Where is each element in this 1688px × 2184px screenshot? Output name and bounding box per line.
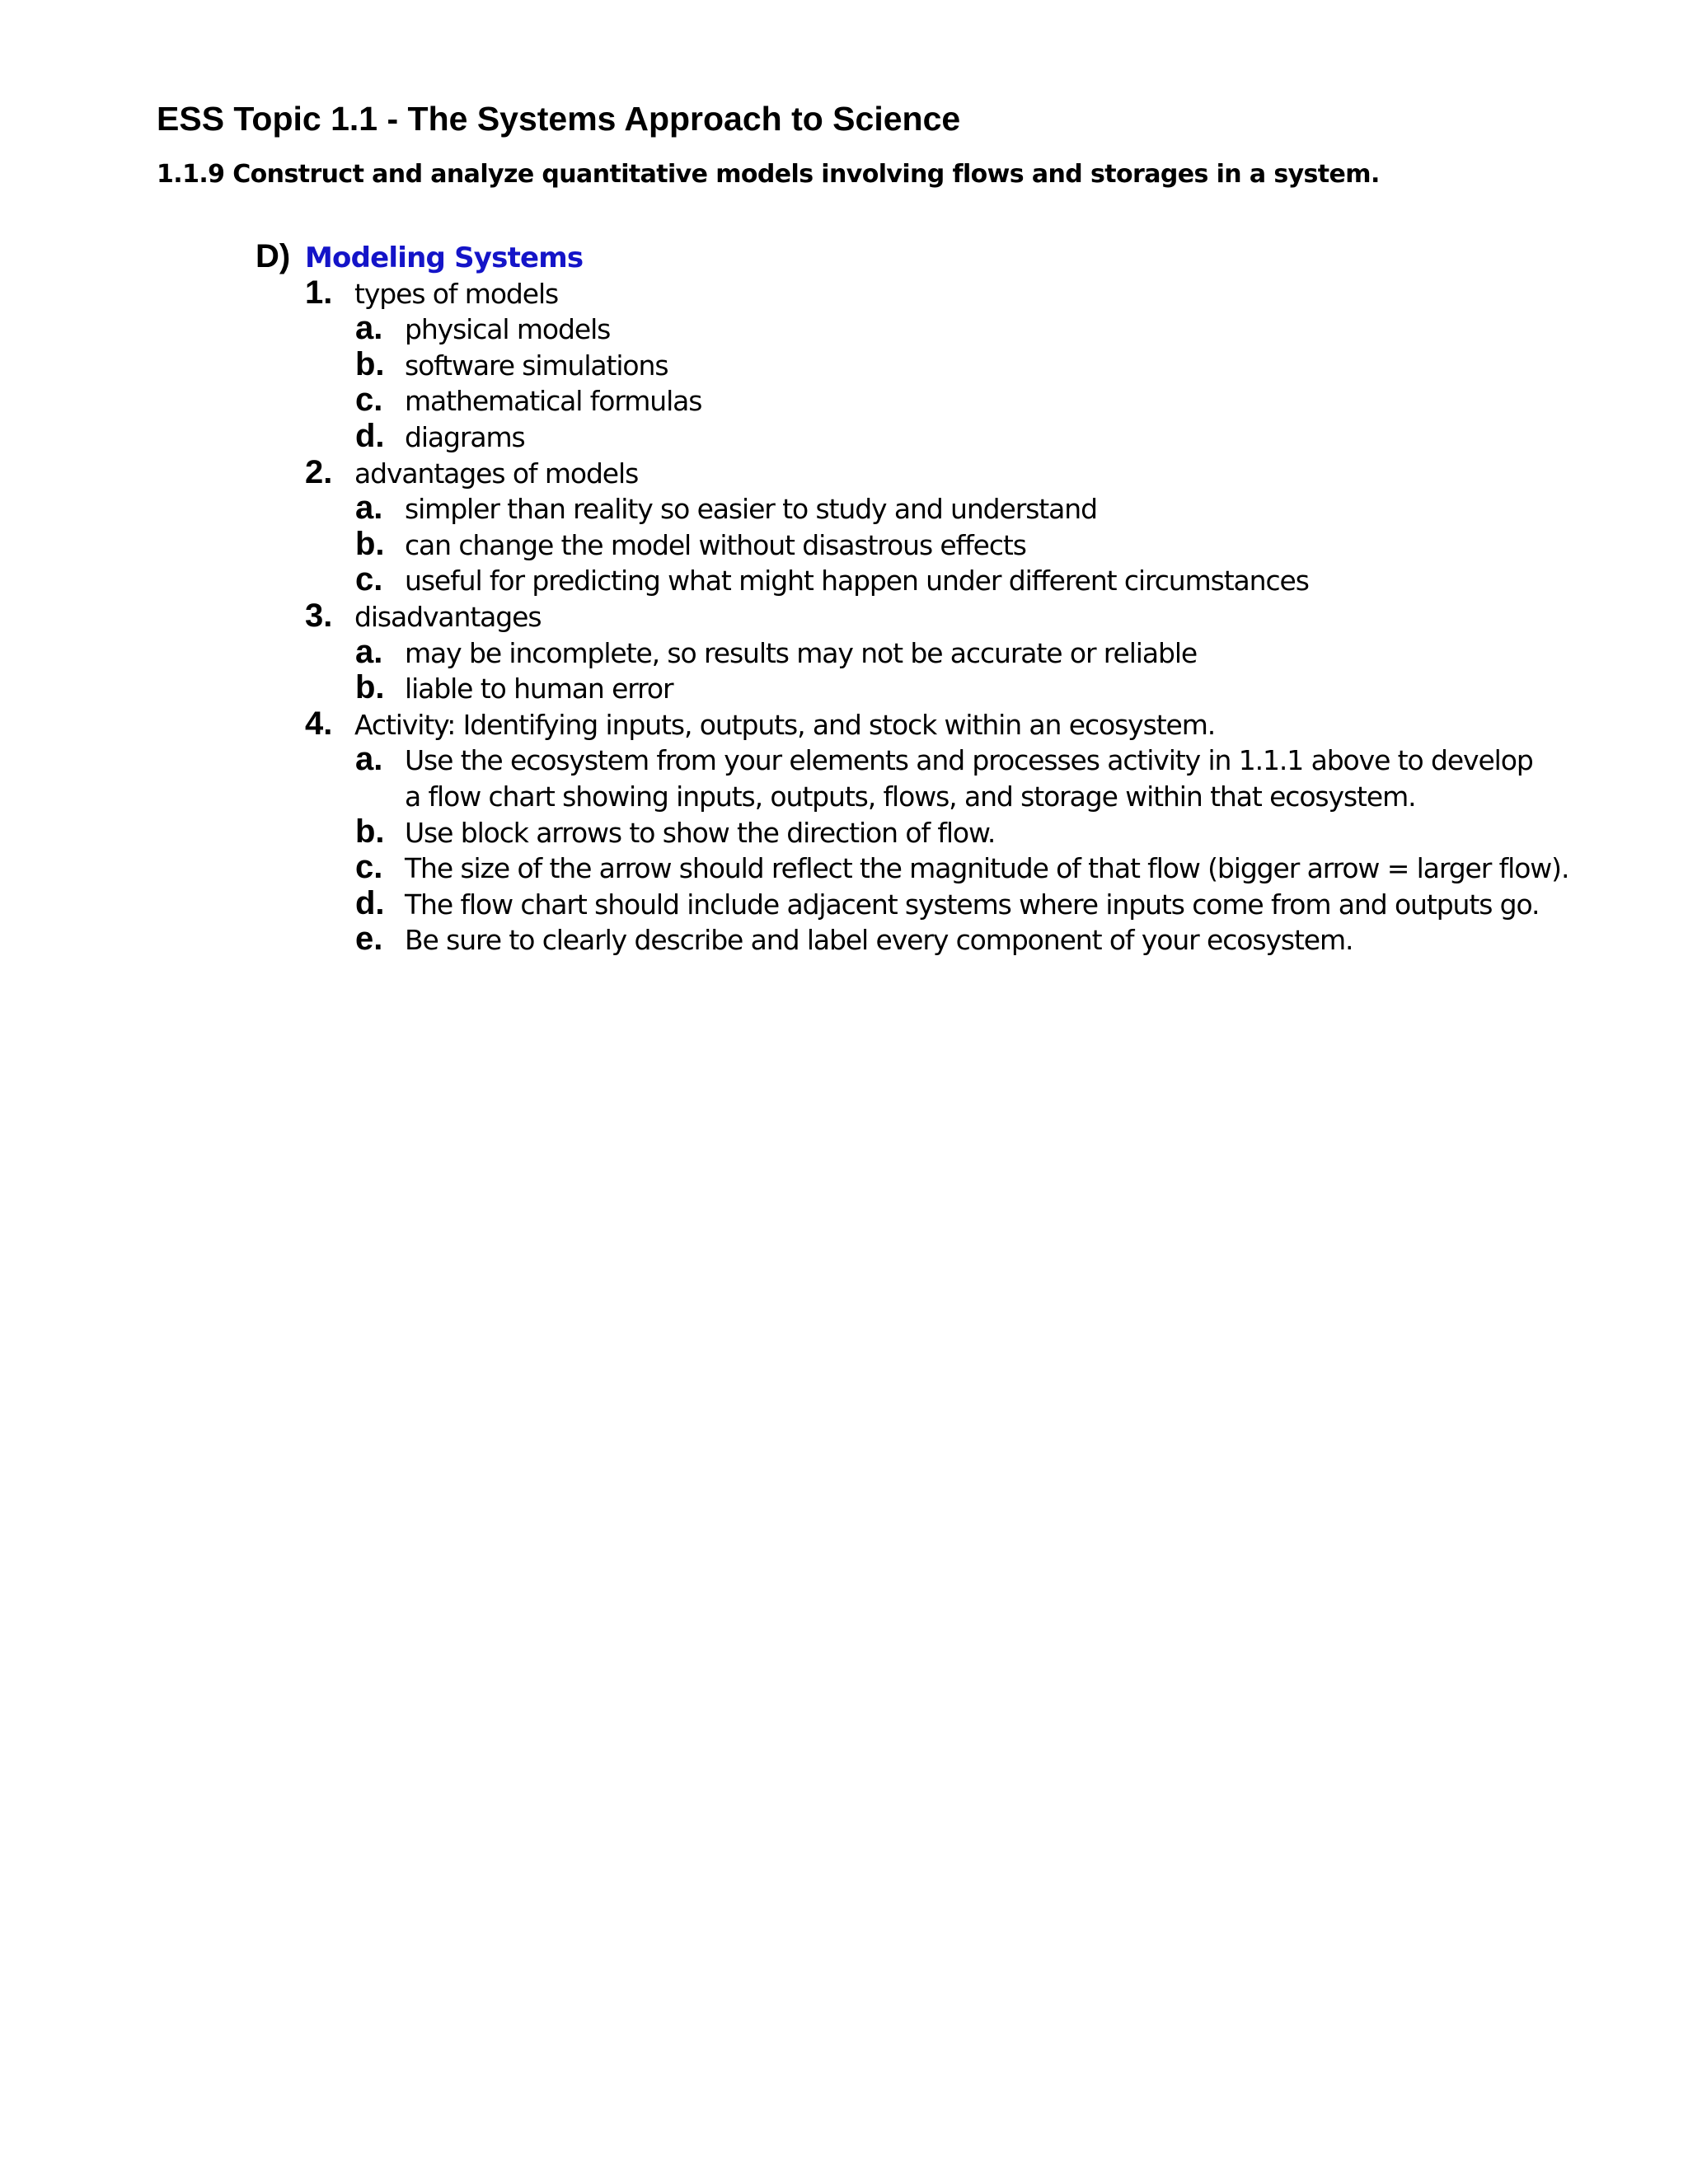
sub-list-item bbox=[256, 527, 1541, 563]
sub-list-item-text: physical models bbox=[405, 313, 611, 346]
sub-list-item-marker: a. bbox=[355, 490, 383, 527]
sub-list-item-text: Use block arrows to show the direction of flow. bbox=[405, 816, 996, 849]
sub-list-item-text: mathematical formulas bbox=[405, 385, 702, 418]
sub-list-item-marker: b. bbox=[355, 669, 385, 706]
sub-list-item bbox=[256, 670, 1541, 706]
outline bbox=[256, 238, 1569, 958]
sub-list-item bbox=[256, 562, 1541, 598]
sub-list-item-marker: a. bbox=[355, 310, 383, 347]
sub-list-item-text: useful for predicting what might happen under different circumstances bbox=[405, 565, 1309, 598]
sub-list-item bbox=[256, 886, 1541, 922]
sub-list-item-text: Be sure to clearly describe and label every component of your ecosystem. bbox=[405, 924, 1353, 957]
sub-list-item-marker: d. bbox=[355, 884, 385, 921]
sub-list-item bbox=[256, 814, 1541, 851]
sub-list-item bbox=[256, 490, 1541, 527]
sub-list-item-marker: c. bbox=[355, 561, 383, 598]
sub-list-item-text: simpler than reality so easier to study and understand bbox=[405, 493, 1097, 526]
list-item bbox=[256, 455, 1541, 491]
list-item bbox=[256, 598, 1541, 635]
sub-list-item bbox=[256, 849, 1569, 886]
sub-list-item-marker: b. bbox=[355, 525, 385, 562]
sub-list-item-marker: b. bbox=[355, 345, 385, 382]
list-item bbox=[256, 706, 1541, 743]
sub-list-item-marker: c. bbox=[355, 382, 383, 419]
page-title: ESS Topic 1.1 - The Systems Approach to Science bbox=[157, 100, 961, 138]
sub-list-item-text: may be incomplete, so results may not be accurate or reliable bbox=[405, 636, 1198, 669]
sub-list-item-text: Use the ecosystem from your elements and processes activity in 1.1.1 above to develop a flow chart showing inputs, outputs, flows, and storage within that ecosystem. bbox=[405, 744, 1533, 813]
sub-list-item-marker: e. bbox=[355, 921, 383, 958]
list-item-marker: 3. bbox=[305, 597, 333, 634]
sub-list-item-marker: d. bbox=[355, 417, 385, 454]
sub-list-item-text: liable to human error bbox=[405, 673, 673, 705]
list-item bbox=[256, 275, 1541, 312]
sub-list-item-text: The flow chart should include adjacent systems where inputs come from and outputs go. bbox=[405, 888, 1540, 921]
list-item-marker: 2. bbox=[305, 453, 333, 490]
sub-list-item bbox=[256, 742, 1541, 813]
sub-list-item-text: diagrams bbox=[405, 420, 525, 453]
sub-list-item-marker: a. bbox=[355, 633, 383, 670]
page-subtitle: 1.1.9 Construct and analyze quantitative models involving flows and storages in a system. bbox=[157, 160, 1380, 189]
sub-list-item-marker: b. bbox=[355, 813, 385, 850]
list-item-text: Activity: Identifying inputs, outputs, and stock within an ecosystem. bbox=[354, 708, 1216, 741]
sub-list-item bbox=[256, 419, 1541, 455]
sub-list-item bbox=[256, 635, 1541, 671]
list-item-text: disadvantages bbox=[354, 600, 542, 633]
sub-list-item bbox=[256, 921, 1541, 958]
sub-list-item-text: The size of the arrow should reflect the magnitude of that flow (bigger arrow = larger flow). bbox=[405, 852, 1569, 885]
list-item-marker: 1. bbox=[305, 274, 333, 311]
sub-list-item-marker: a. bbox=[355, 741, 383, 778]
list-item-text: advantages of models bbox=[354, 457, 639, 490]
sub-list-item-marker: c. bbox=[355, 849, 383, 886]
sub-list-item bbox=[256, 311, 1541, 347]
sub-list-item-text: software simulations bbox=[405, 349, 668, 382]
list-item-marker: 4. bbox=[305, 705, 333, 742]
section-title: Modeling Systems bbox=[305, 241, 584, 274]
sub-list-item bbox=[256, 347, 1541, 383]
section-heading bbox=[256, 239, 1541, 275]
section-marker: D) bbox=[256, 238, 291, 274]
sub-list-item bbox=[256, 382, 1541, 419]
sub-list-item-text: can change the model without disastrous effects bbox=[405, 528, 1026, 561]
list-item-text: types of models bbox=[354, 277, 559, 310]
